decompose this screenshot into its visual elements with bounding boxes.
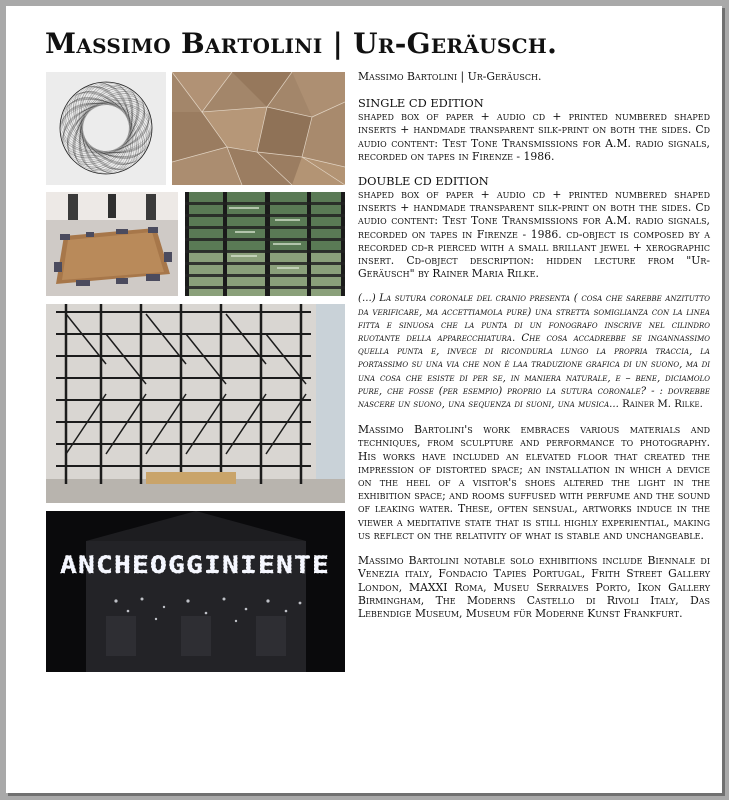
artwork-image-circle (46, 72, 166, 185)
single-edition-body: shaped box of paper + audio cd + printed numbered shaped inserts + handmade transparent silk-print on both the sides. Cd audio content: Test Tone Transmissions for A.M. radio signals, recorded on tapes in Firenze - 1986. (358, 110, 710, 163)
header-line: Massimo Bartolini | Ur-Geräusch. (358, 70, 542, 83)
double-edition-section (358, 175, 710, 280)
artwork-image-folded-paper (172, 72, 345, 185)
page-title: Massimo Bartolini | Ur-Geräusch. (45, 27, 558, 60)
artwork-image-glass-facade (185, 192, 345, 296)
bio-section (358, 423, 710, 542)
single-edition-title: SINGLE CD EDITION (358, 96, 484, 111)
bio-text: Massimo Bartolini's work embraces various materials and techniques, from sculpture and performance to photography. His works have included an elevated floor that created the impression of distorted space; an installation in which a device on the heel of a visitor's shoes altered the light in the exhibition space; and rooms suffused with perfume and the sound of leaking water. These, often sensual, artworks induce in the viewer a meditative state that is still highly experiential, making us reflect on the relativity of what is stable and unchangeable. (358, 423, 710, 542)
double-edition-title: DOUBLE CD EDITION (358, 174, 489, 189)
artwork-image-room-carpet (46, 192, 178, 296)
artwork-image-scaffolding (46, 304, 345, 503)
led-sign-text: ANCHEOGGINIENTE (60, 551, 330, 579)
exhibitions-section (358, 554, 710, 620)
single-edition-section (358, 97, 710, 163)
rilke-quote (358, 292, 710, 411)
quote-text: (...) La sutura coronale del cranio presenta ( cosa che sarebbe anzitutto da verificare, ma accettiamola pure) una stretta somiglianza con la linea fitta e sinuosa che la punta di un fonografo inscrive nel cilindro ruotante della apparecchiatura. Che cosa accadrebbe se ingannassimo quella punta e, invece di ricondurla lungo la propria traccia, la portassimo su una via che non è laa traduzione grafica di un suono, ma di una cosa che esiste di per se, in maniera naturale, e – bene, diciamolo pure, che fosse (per esempio) proprio la sutura coronale? - : dovrebbe nascere un suono, una sequenza di suoni, una musica... (358, 293, 710, 411)
double-edition-body: shaped box of paper + audio cd + printed numbered shaped inserts + handmade transparent silk-print on both the sides. Cd audio content: Test Tone Transmissions for A.M. radio signals, recorded on tapes in Firenze - 1986. cd-object is composed by a recorded cd-r pierced with a small brillant jewel + xerographic insert. Cd-object description: hidden lecture from "Ur-Geräusch" by Rainer Maria Rilke. (358, 188, 710, 281)
page-shadow-right (722, 8, 725, 796)
quote-author: Rainer M. Rilke. (622, 399, 703, 411)
artwork-image-led-sign (46, 511, 345, 672)
exhibitions-text: Massimo Bartolini notable solo exhibitions include Biennale di Venezia italy, Fondacio Tapies Portugal, Frith Street Gallery London, MAXXI Roma, Museu Serralves Porto, Ikon Gallery Birmingham, The Moderns Castello di Rivoli Italy, Das Lebendige Museum, Museum für Moderne Kunst Frankfurt. (358, 554, 710, 620)
page-shadow-bottom (8, 793, 725, 796)
text-column (358, 70, 710, 632)
